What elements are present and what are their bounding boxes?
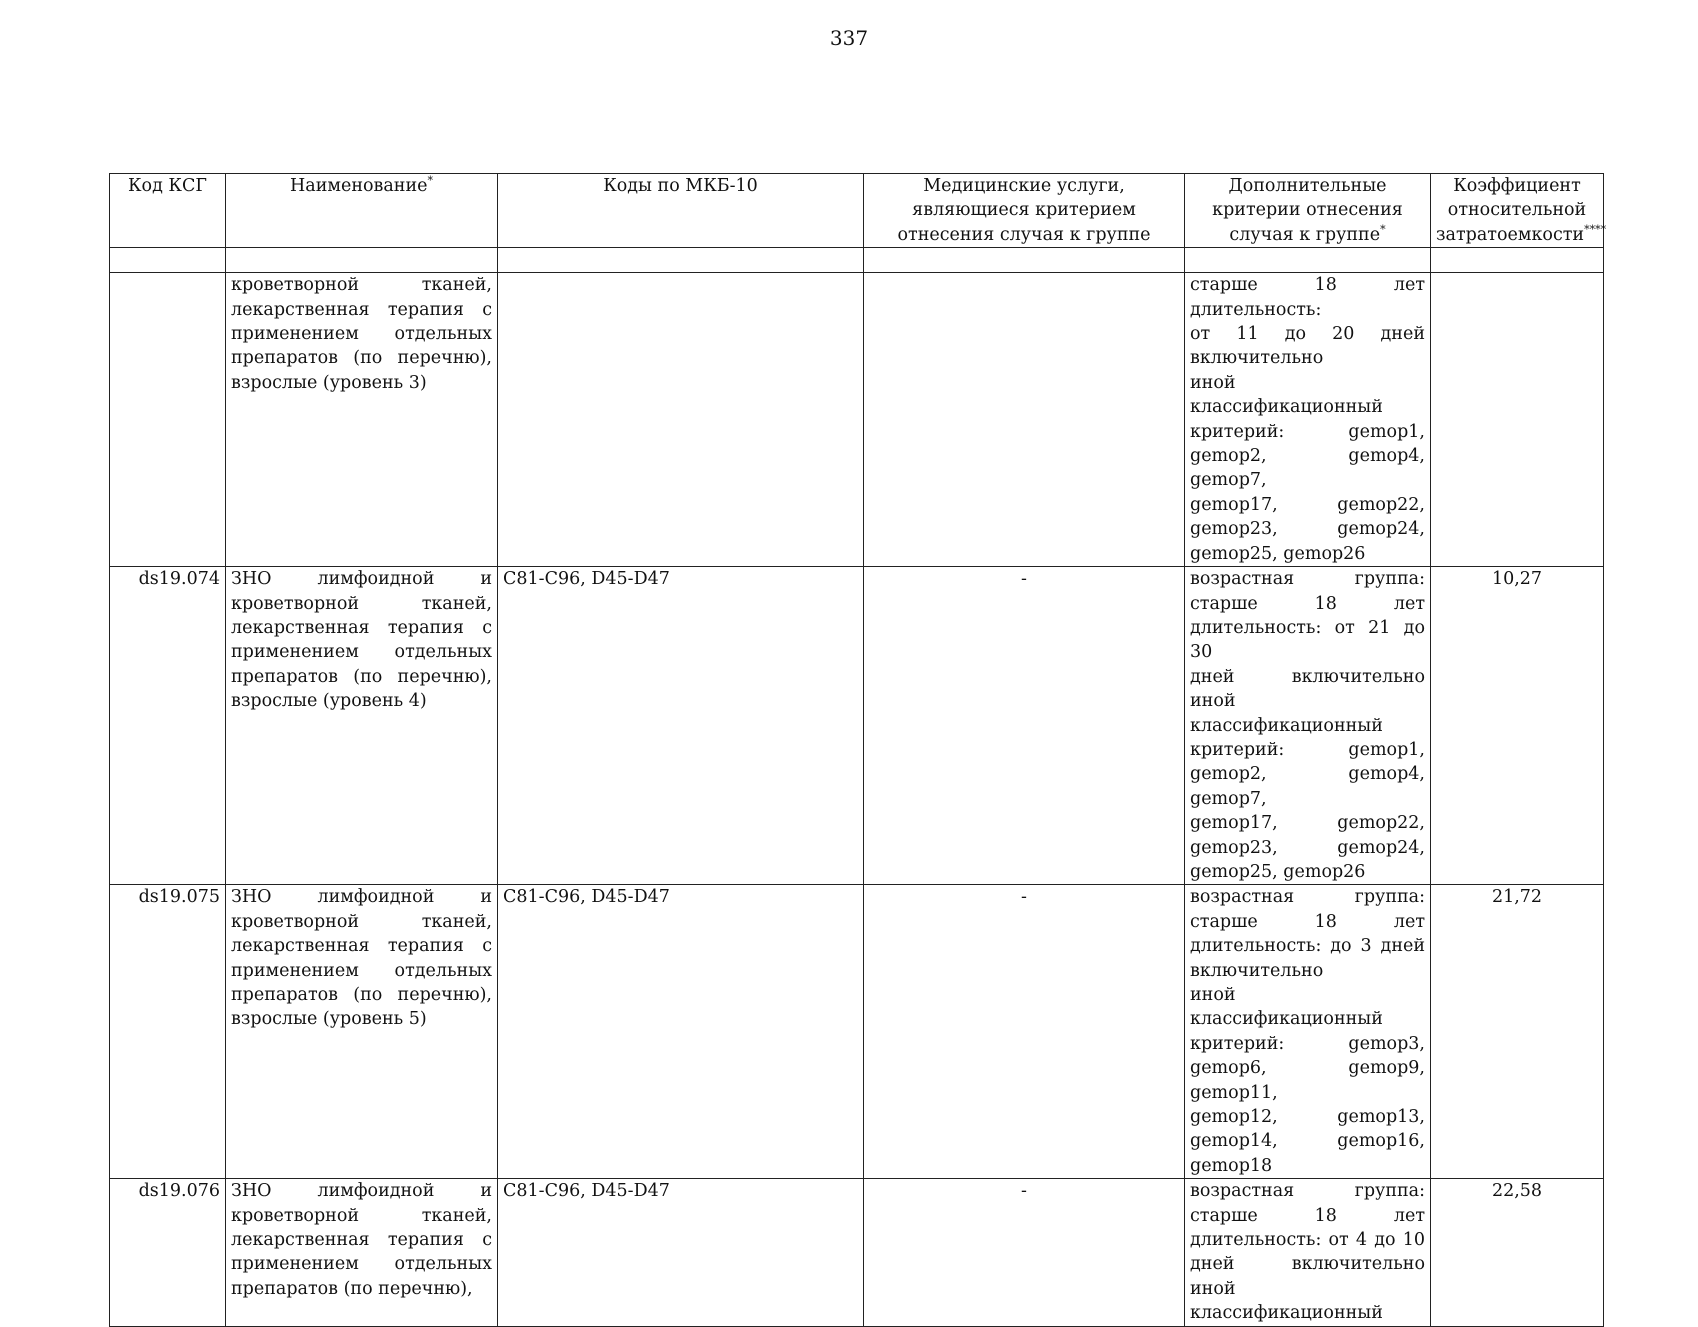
- cell-code: [110, 273, 226, 567]
- header-mkb: Коды по МКБ-10: [498, 174, 864, 248]
- cell-code: ds19.074: [110, 567, 226, 885]
- criteria-line: gemop6, gemop9, gemop11,: [1190, 1058, 1425, 1103]
- cell-criteria: [1185, 567, 1431, 885]
- cell-name: ЗНО лимфоидной и кроветворной тканей, лекарственная терапия с применением отдельных препаратов (по перечню), взрослые (уровень 5): [226, 885, 498, 1179]
- criteria-line: gemop18: [1190, 1155, 1273, 1176]
- cell-coef: 10,27: [1431, 567, 1604, 885]
- table-row: [110, 885, 1604, 1179]
- criteria-line: возрастная группа:: [1190, 887, 1425, 908]
- criteria-line: возрастная группа:: [1190, 1181, 1425, 1202]
- table-row: [110, 1179, 1604, 1326]
- cell-name: ЗНО лимфоидной и кроветворной тканей, лекарственная терапия с применением отдельных препаратов (по перечню), взрослые (уровень 4): [226, 567, 498, 885]
- criteria-line: gemop2, gemop4, gemop7,: [1190, 446, 1425, 491]
- cell-name: ЗНО лимфоидной и кроветворной тканей, лекарственная терапия с применением отдельных препаратов (по перечню),: [226, 1179, 498, 1326]
- cell-services: [864, 273, 1185, 567]
- criteria-line: длительность: от 4 до 10: [1190, 1230, 1425, 1251]
- cell-mkb: C81-C96, D45-D47: [498, 885, 864, 1179]
- table-row: [110, 567, 1604, 885]
- criteria-line: gemop17, gemop22,: [1190, 813, 1425, 834]
- criteria-line: длительность: от 21 до 30: [1190, 617, 1425, 663]
- criteria-line: gemop2, gemop4, gemop7,: [1190, 764, 1425, 809]
- cell-services: -: [864, 567, 1185, 885]
- criteria-line: gemop17, gemop22,: [1190, 494, 1425, 515]
- cell-services: -: [864, 1179, 1185, 1326]
- cell-mkb: C81-C96, D45-D47: [498, 1179, 864, 1326]
- header-spacer-row: [110, 248, 1604, 273]
- cell-coef: 21,72: [1431, 885, 1604, 1179]
- header-row: [110, 174, 1604, 248]
- criteria-line: критерий: gemop3,: [1190, 1033, 1425, 1054]
- cell-code: ds19.076: [110, 1179, 226, 1326]
- criteria-line: дней включительно: [1190, 1254, 1425, 1275]
- header-name: Наименование*: [226, 174, 498, 248]
- criteria-line: иной классификационный: [1190, 985, 1383, 1030]
- criteria-line: gemop14, gemop16,: [1190, 1131, 1425, 1152]
- criteria-line: gemop23, gemop24,: [1190, 519, 1425, 540]
- cell-criteria: [1185, 273, 1431, 567]
- criteria-line: иной классификационный: [1190, 372, 1383, 418]
- criteria-line: возрастная группа:: [1190, 569, 1425, 590]
- header-services: Медицинские услуги, являющиеся критерием отнесения случая к группе: [864, 174, 1185, 248]
- cell-coef: 22,58: [1431, 1179, 1604, 1326]
- cell-coef: [1431, 273, 1604, 567]
- criteria-line: от 11 до 20 дней: [1190, 324, 1425, 345]
- criteria-line: длительность:: [1190, 299, 1322, 320]
- criteria-line: иной классификационный: [1190, 691, 1383, 736]
- cell-mkb: C81-C96, D45-D47: [498, 567, 864, 885]
- header-code: Код КСГ: [110, 174, 226, 248]
- header-criteria: Дополнительные критерии отнесения случая к группе*: [1185, 174, 1431, 248]
- cell-mkb: [498, 273, 864, 567]
- criteria-line: дней включительно: [1190, 666, 1425, 687]
- criteria-line: старше 18 лет: [1190, 593, 1425, 614]
- criteria-line: gemop25, gemop26: [1190, 861, 1366, 882]
- criteria-line: критерий: gemop1,: [1190, 421, 1425, 442]
- cell-services: -: [864, 885, 1185, 1179]
- page-number: 337: [829, 26, 869, 50]
- criteria-line: критерий: gemop1,: [1190, 739, 1425, 760]
- ksg-table: [109, 173, 1607, 1327]
- criteria-line: иной классификационный: [1190, 1278, 1383, 1324]
- criteria-line: старше 18 лет: [1190, 275, 1425, 296]
- cell-code: ds19.075: [110, 885, 226, 1179]
- criteria-line: включительно: [1190, 960, 1324, 981]
- criteria-line: gemop25, gemop26: [1190, 543, 1366, 564]
- criteria-line: старше 18 лет: [1190, 1205, 1425, 1226]
- criteria-line: gemop12, gemop13,: [1190, 1107, 1425, 1128]
- cell-criteria: [1185, 1179, 1431, 1326]
- table-row: [110, 273, 1604, 567]
- criteria-line: gemop23, gemop24,: [1190, 837, 1425, 858]
- header-coef: Коэффициент относительной затратоемкости****: [1431, 174, 1604, 248]
- cell-name: кроветворной тканей, лекарственная терапия с применением отдельных препаратов (по перечню), взрослые (уровень 3): [226, 273, 498, 567]
- criteria-line: включительно: [1190, 348, 1324, 369]
- criteria-line: длительность: до 3 дней: [1190, 936, 1425, 957]
- cell-criteria: [1185, 885, 1431, 1179]
- criteria-line: старше 18 лет: [1190, 911, 1425, 932]
